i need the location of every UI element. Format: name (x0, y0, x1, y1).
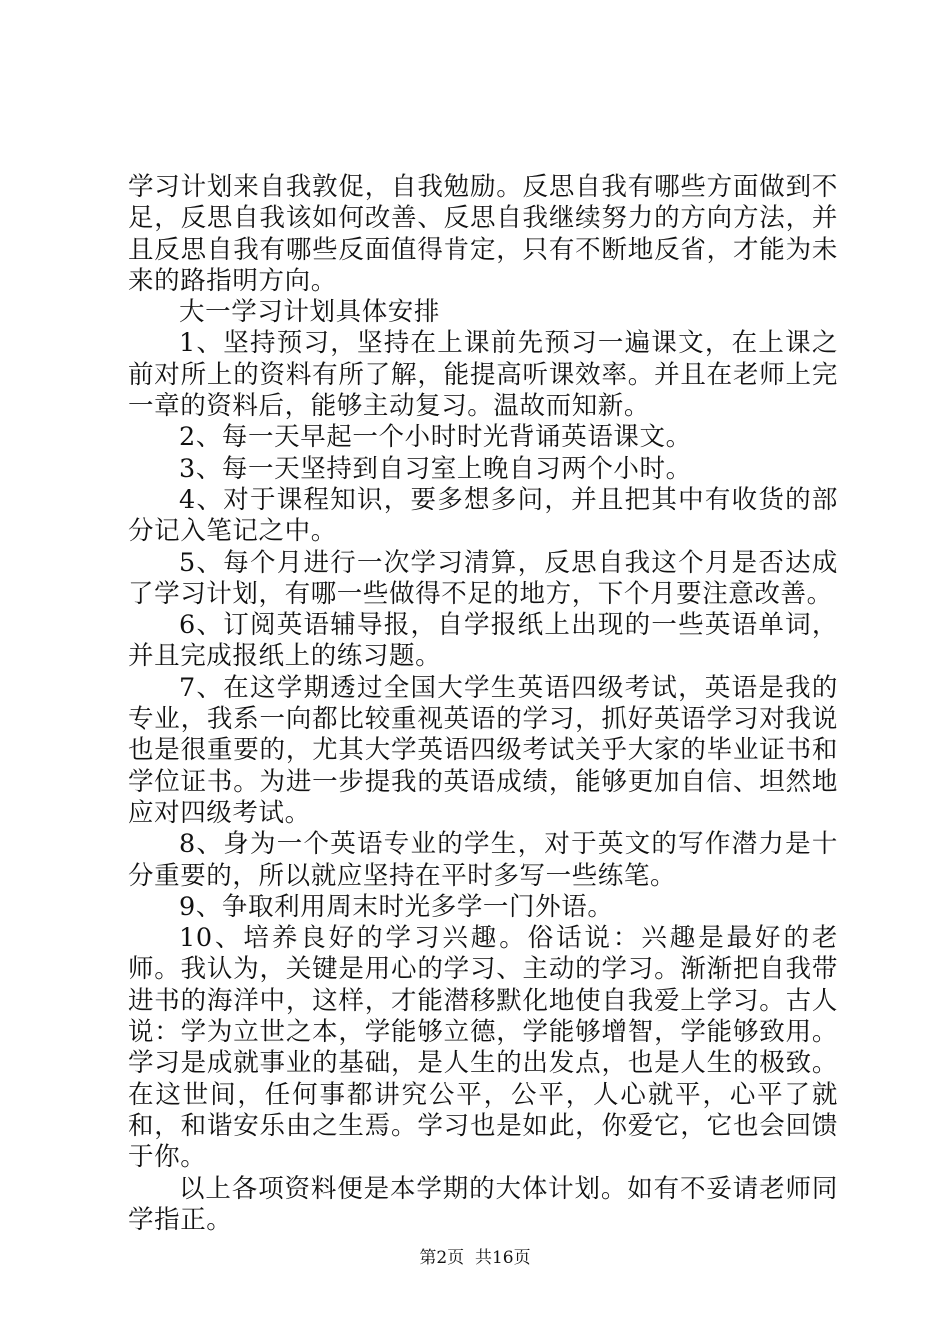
section-heading: 大一学习计划具体安排 (179, 297, 441, 328)
list-item-6: 6、订阅英语辅导报，自学报纸上出现的一些英语单词，并且完成报纸上的练习题。 (128, 610, 838, 672)
page-footer (0, 1243, 950, 1268)
document-body (128, 172, 838, 1236)
list-item-4: 4、对于课程知识，要多想多问，并且把其中有收货的部分记入笔记之中。 (128, 484, 838, 547)
list-item-9: 9、争取利用周末时光多学一门外语。 (179, 891, 614, 922)
list-item-1: 1、坚持预习，坚持在上课前先预习一遍课文，在上课之前对所上的资料有所了解，能提高听课效率。并且在老师上完一章的资料后，能够主动复习。温故而知新。 (128, 328, 838, 422)
list-item-2: 2、每一天早起一个小时时光背诵英语课文。 (179, 422, 692, 453)
list-item-10: 10、培养良好的学习兴趣。俗话说：兴趣是最好的老师。我认为，关键是用心的学习、主动的学习。渐渐把自我带进书的海洋中，这样，才能潜移默化地使自我爱上学习。古人说：学为立世之本，学能够立德，学能够增智，学能够致用。学习是成就事业的基础，是人生的出发点，也是人生的极致。在这世间，任何事都讲究公平，公平，人心就平，心平了就和，和谐安乐由之生焉。学习也是如此，你爱它，它也会回馈于你。 (128, 923, 838, 1173)
page-number: 第2页 共16页 (419, 1248, 531, 1268)
list-item-8: 8、身为一个英语专业的学生，对于英文的写作潜力是十分重要的，所以就应坚持在平时多写一些练笔。 (128, 829, 838, 891)
closing-paragraph: 以上各项资料便是本学期的大体计划。如有不妥请老师同学指正。 (128, 1173, 838, 1235)
paragraph-1: 学习计划来自我敦促，自我勉励。反思自我有哪些方面做到不足，反思自我该如何改善、反思自我继续努力的方向方法，并且反思自我有哪些反面值得肯定，只有不断地反省，才能为未来的路指明方向。 (128, 172, 838, 296)
list-item-7: 7、在这学期透过全国大学生英语四级考试，英语是我的专业，我系一向都比较重视英语的学习，抓好英语学习对我说也是很重要的，尤其大学英语四级考试关乎大家的毕业证书和学位证书。为进一步提我的英语成绩，能够更加自信、坦然地应对四级考试。 (128, 672, 838, 828)
list-item-3: 3、每一天坚持到自习室上晚自习两个小时。 (179, 453, 692, 484)
list-item-5: 5、每个月进行一次学习清算，反思自我这个月是否达成了学习计划，有哪一些做得不足的地方，下个月要注意改善。 (128, 547, 838, 609)
